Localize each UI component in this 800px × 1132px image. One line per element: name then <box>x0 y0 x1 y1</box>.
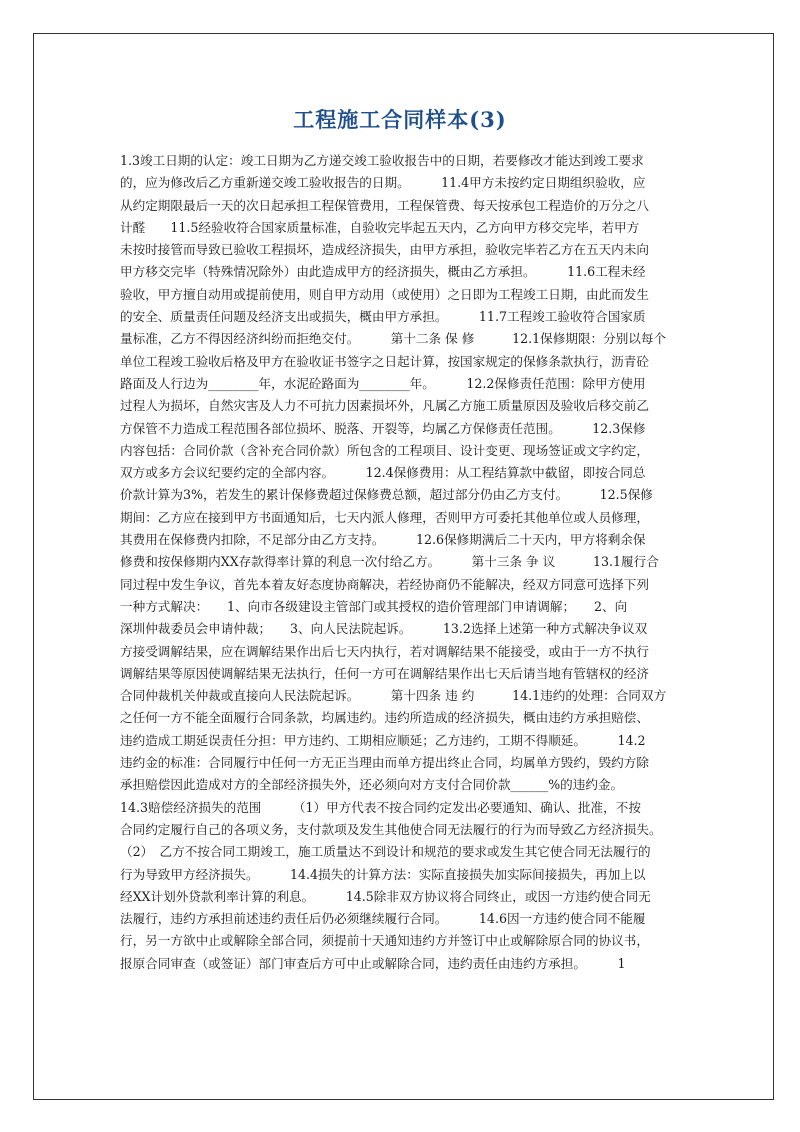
body-text-line: 甲方移交完毕（特殊情况除外）由此造成甲方的经济损失，概由乙方承担。 11.6工程未经 <box>120 264 646 280</box>
body-text-line: 行，另一方欲中止或解除全部合同，须提前十天通知违约方并签订中止或解除原合同的协议书， <box>120 933 649 949</box>
body-text-line: 价款计算为3%，若发生的累计保修费超过保修费总额，超过部分仍由乙方支付。 12.5保修 <box>120 487 653 503</box>
body-text-line: 行为导致甲方经济损失。 14.4损失的计算方法：实际直接损失加实际间接损失，再加上以 <box>120 866 646 882</box>
body-text-line: 单位工程竣工验收后格及甲方在验收证书签字之日起计算，按国家规定的保修条款执行，沥青砼 <box>120 353 649 369</box>
body-text-line: 报原合同审查（或签证）部门审查后方可中止或解除合同，违约责任由违约方承担。 1 <box>120 955 626 971</box>
body-text-line: 量标准，乙方不得因经济纠纷而拒绝交付。 第十二条 保 修 12.1保修期限：分别以每个 <box>120 331 667 347</box>
body-text-line: 期间：乙方应在接到甲方书面通知后，七天内派人修理，否则甲方可委托其他单位或人员修理， <box>120 509 649 525</box>
body-text-line: 双方或多方会议纪要约定的全部内容。 12.4保修费用：从工程结算款中截留，即按合同总 <box>120 465 646 481</box>
body-text-line: 承担赔偿因此造成对方的全部经济损失外，还必须向对方支付合同价款______%的违约金。 <box>120 777 624 793</box>
body-text-line: 经XX计划外贷款利率计算的利息。 14.5除非双方协议将合同终止，或因一方违约使合同无 <box>120 888 651 904</box>
body-text-line: 验收，甲方擅自动用或提前使用，则自甲方动用（或使用）之日即为工程竣工日期，由此而发生 <box>120 286 649 302</box>
body-text-line: 违约金的标准：合同履行中任何一方无正当理由而单方提出终止合同，均属单方毁约，毁约方除 <box>120 755 649 771</box>
body-text-line: 方保管不力造成工程范围各部位损坏、脱落、开裂等，均属乙方保修责任范围。 12.3保修 <box>120 420 646 436</box>
body-text-line: 深圳仲裁委员会申请仲裁； 3、向人民法院起诉。 13.2选择上述第一种方式解决争议双 <box>120 621 648 637</box>
body-text-line: 一种方式解决： 1、向市各级建设主管部门或其授权的造价管理部门申请调解； 2、向 <box>120 598 628 614</box>
body-text-line: 违约造成工期延误责任分担：甲方违约、工期相应顺延；乙方违约，工期不得顺延。 14.2 <box>120 732 646 748</box>
body-text-line: 计醛 11.5经验收符合国家质量标准，自验收完毕起五天内，乙方向甲方移交完毕，若甲方 <box>120 219 640 235</box>
body-text-line: 同过程中发生争议，首先本着友好态度协商解决，若经协商仍不能解决，经双方同意可选择下列 <box>120 576 649 592</box>
body-text-line: 路面及人行边为________年，水泥砼路面为________年。 12.2保修责任范围：除甲方使用 <box>120 375 646 391</box>
body-text-line: 的安全、质量责任问题及经济支出或损失，概由甲方承担。 11.7工程竣工验收符合国家质 <box>120 309 646 325</box>
body-text-line: 合同约定履行自己的各项义务，支付款项及发生其他使合同无法履行的行为而导致乙方经济损失。 <box>120 821 662 837</box>
body-text-line: 合同仲裁机关仲裁或直接向人民法院起诉。 第十四条 违 约 14.1违约的处理：合同双方 <box>120 688 667 704</box>
body-text-line: 之任何一方不能全面履行合同条款，均属违约。违约所造成的经济损失，概由违约方承担赔偿、 <box>120 710 649 726</box>
body-text-line: 的，应为修改后乙方重新递交竣工验收报告的日期。 11.4甲方未按约定日期组织验收，应 <box>120 175 646 191</box>
body-text-line: （2） 乙方不按合同工期竣工，施工质量达不到设计和规范的要求或发生其它使合同无法履行的 <box>120 844 651 860</box>
body-text-line: 调解结果等原因使调解结果无法执行，任何一方可在调解结果作出七天后请当地有管辖权的经济 <box>120 665 649 681</box>
body-text-line: 14.3赔偿经济损失的范围 （1）甲方代表不按合同约定发出必要通知、确认、批准，不按 <box>120 799 641 815</box>
document-body <box>120 150 690 975</box>
body-text-line: 未按时接管而导致已验收工程损坏，造成经济损失，由甲方承担，验收完毕若乙方在五天内未向 <box>120 242 649 258</box>
document-title: 工程施工合同样本(3) <box>293 107 507 132</box>
body-text-line: 法履行，违约方承担前述违约责任后仍必须继续履行合同。 14.6因一方违约使合同不能履 <box>120 911 646 927</box>
body-text-line: 从约定期限最后一天的次日起承担工程保管费用，工程保管费、每天按承包工程造价的万分之八 <box>120 197 649 213</box>
body-text-line: 1.3竣工日期的认定：竣工日期为乙方递交竣工验收报告中的日期，若要修改才能达到竣工要求 <box>120 153 644 168</box>
body-text-line: 修费和按保修期内XX存款得率计算的利息一次付给乙方。 第十三条 争 议 13.1履行合 <box>120 554 659 570</box>
body-text-line: 内容包括：合同价款（含补充合同价款）所包含的工程项目、设计变更、现场签证或文字约定， <box>120 442 649 458</box>
body-text-line: 过程人为损坏，自然灾害及人力不可抗力因素损坏外，凡属乙方施工质量原因及验收后移交前乙 <box>120 398 649 414</box>
body-text-line: 其费用在保修费内扣除，不足部分由乙方支持。 12.6保修期满后二十天内，甲方将剩余保 <box>120 532 646 548</box>
body-text-line: 方接受调解结果，应在调解结果作出后七天内执行，若对调解结果不能接受，或由于一方不执行 <box>120 643 649 659</box>
